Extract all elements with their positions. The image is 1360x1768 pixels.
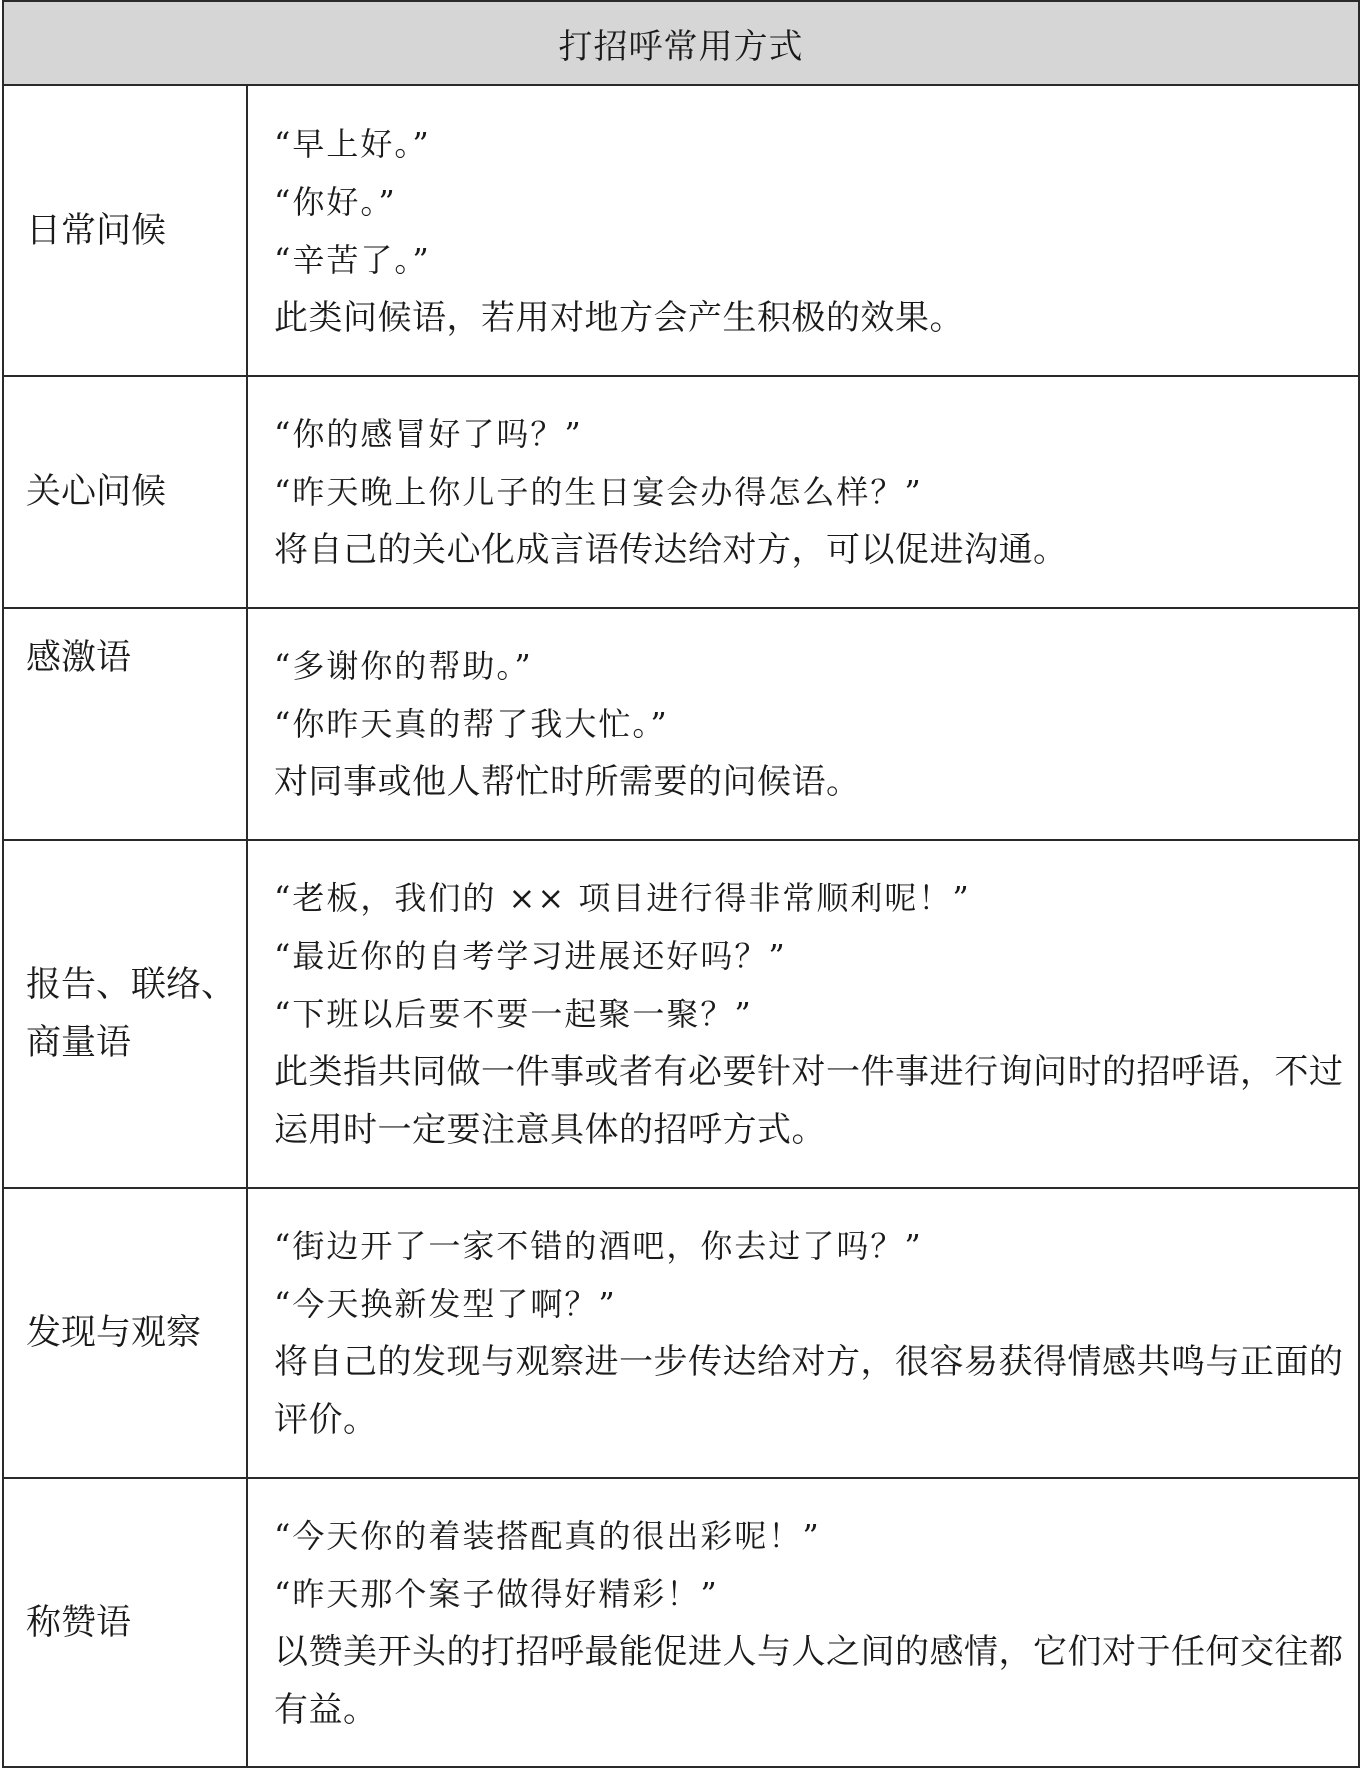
table-row <box>3 840 1359 1188</box>
example-quote: “你昨天真的帮了我大忙。” <box>274 705 669 743</box>
example-quote: “今天换新发型了啊？” <box>274 1285 617 1323</box>
usage-note: 以赞美开头的打招呼最能促进人与人之间的感情，它们对于任何交往都有益。 <box>274 1631 1344 1730</box>
usage-note: 将自己的发现与观察进一步传达给对方，很容易获得情感共鸣与正面的评价。 <box>274 1342 1344 1440</box>
example-quote: “今天你的着装搭配真的很出彩呢！” <box>274 1516 821 1555</box>
table-row <box>3 1188 1359 1478</box>
example-quote: “昨天那个案子做得好精彩！” <box>274 1574 719 1613</box>
category-cell: 感激语 <box>3 608 247 840</box>
content-cell <box>247 85 1359 376</box>
usage-note: 将自己的关心化成言语传达给对方，可以促进沟通。 <box>274 530 1068 570</box>
example-quote: “早上好。” <box>274 124 431 163</box>
usage-note: 此类问候语，若用对地方会产生积极的效果。 <box>274 297 964 338</box>
example-quote: “最近你的自考学习进展还好吗？” <box>274 937 787 975</box>
category-cell: 报告、联络、商量语 <box>3 840 247 1188</box>
example-quote: “你的感冒好了吗？” <box>274 415 583 453</box>
example-quote: “昨天晚上你儿子的生日宴会办得怎么样？” <box>274 473 923 511</box>
content-cell <box>247 608 1359 840</box>
content-cell <box>247 840 1359 1188</box>
usage-note: 此类指共同做一件事或者有必要针对一件事进行询问时的招呼语，不过运用时一定要注意具体的招呼方式。 <box>274 1052 1344 1150</box>
content-cell <box>247 1188 1359 1478</box>
content-cell <box>247 376 1359 608</box>
example-quote: “街边开了一家不错的酒吧，你去过了吗？” <box>274 1227 923 1265</box>
table-row <box>3 85 1359 376</box>
category-cell: 称赞语 <box>3 1478 247 1767</box>
greeting-methods-table <box>2 0 1360 1768</box>
category-cell: 发现与观察 <box>3 1188 247 1478</box>
content-cell <box>247 1478 1359 1767</box>
example-quote: “辛苦了。” <box>274 240 431 279</box>
greeting-table-container <box>2 0 1358 1730</box>
example-quote: “多谢你的帮助。” <box>274 647 533 685</box>
category-cell: 日常问候 <box>3 85 247 376</box>
table-title: 打招呼常用方式 <box>3 1 1359 85</box>
usage-note: 对同事或他人帮忙时所需要的问候语。 <box>274 762 861 802</box>
example-quote: “老板，我们的 ×× 项目进行得非常顺利呢！” <box>274 879 971 917</box>
category-cell: 关心问候 <box>3 376 247 608</box>
table-row <box>3 608 1359 840</box>
example-quote: “你好。” <box>274 182 397 221</box>
example-quote: “下班以后要不要一起聚一聚？” <box>274 995 753 1033</box>
table-row <box>3 376 1359 608</box>
table-row <box>3 1478 1359 1767</box>
